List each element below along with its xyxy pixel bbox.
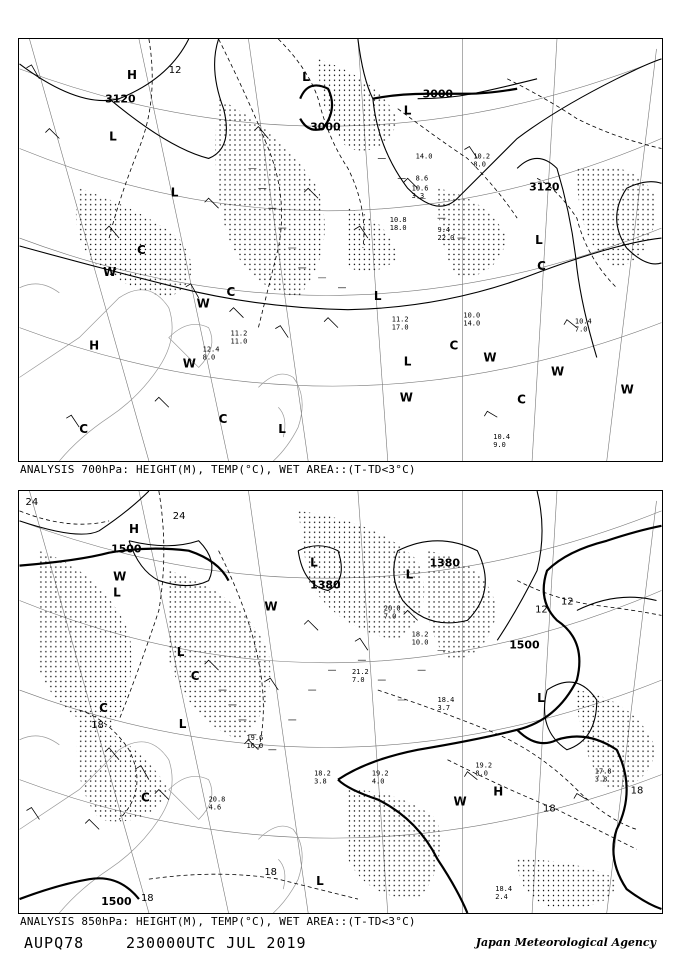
system-marker: L — [170, 185, 179, 200]
station-value: 14.0 — [463, 319, 481, 328]
system-marker: C — [190, 669, 200, 684]
contour-label: 3000 — [310, 120, 341, 134]
caption-700hpa: ANALYSIS 700hPa: HEIGHT(M), TEMP(°C), WET AREA::(T-TD<3°C) — [20, 463, 416, 476]
isotherm-label: 12 — [535, 604, 548, 616]
system-marker: L — [405, 567, 414, 582]
system-marker: C — [449, 338, 459, 353]
station-value: 17.0 — [391, 323, 409, 332]
system-marker: C — [99, 700, 108, 715]
system-marker: L — [373, 288, 382, 303]
station-value: 10.4 — [493, 433, 511, 442]
chart-code: AUPQ78 — [24, 934, 85, 952]
station-value: 7.0 — [383, 612, 397, 621]
contour-label: 1500 — [101, 895, 132, 909]
system-marker: W — [113, 569, 127, 584]
system-marker: L — [113, 585, 121, 600]
isotherm-label: 12 — [168, 64, 182, 76]
contour-label: 3120 — [529, 180, 560, 194]
isotherm-label: 24 — [25, 496, 39, 508]
system-marker: C — [517, 392, 526, 407]
station-value: 3.3 — [411, 192, 425, 201]
station-value: 21.2 — [351, 668, 369, 677]
system-marker: W — [620, 382, 634, 397]
system-marker: L — [310, 555, 318, 570]
station-value: 20.8 — [208, 795, 226, 804]
system-marker: C — [140, 790, 150, 805]
system-marker: W — [551, 364, 565, 379]
system-marker: L — [178, 716, 187, 731]
station-value: 8.0 — [473, 160, 486, 169]
system-marker: H — [493, 784, 504, 799]
map-850hpa — [18, 490, 663, 914]
isotherm-label: 18 — [543, 803, 556, 815]
station-value: 7.0 — [574, 325, 588, 334]
station-value: 18.0 — [389, 224, 407, 233]
system-marker: H — [129, 521, 140, 536]
wet-areas — [76, 59, 657, 298]
isotherm-label: 18 — [140, 893, 154, 905]
agency-name: Japan Meteorological Agency — [475, 936, 656, 949]
system-marker: W — [103, 264, 117, 279]
station-value: 12.4 — [202, 345, 220, 354]
contour-label: 1500 — [111, 542, 142, 556]
contour-label: 1380 — [310, 578, 341, 592]
station-value: 20.0 — [383, 604, 401, 613]
system-marker: H — [127, 67, 138, 82]
station-value: 10.0 — [463, 311, 481, 320]
system-marker: L — [316, 874, 324, 889]
map-700hpa-canvas — [19, 39, 662, 461]
map-700hpa — [18, 38, 663, 462]
isotherm-label: 18 — [91, 719, 104, 731]
contour-label: 3120 — [105, 92, 136, 106]
station-value: 10.6 — [411, 184, 429, 193]
system-marker: W — [453, 794, 467, 809]
station-value: 4.0 — [371, 777, 385, 786]
station-value: 19.6 — [246, 733, 264, 742]
system-marker: L — [535, 233, 543, 248]
system-marker: L — [537, 691, 545, 705]
isotherm-label: 24 — [172, 510, 186, 522]
contour-label: 3000 — [422, 87, 454, 101]
system-marker: L — [278, 422, 286, 437]
station-value: 9.4 — [437, 226, 451, 235]
station-value: 10.4 — [574, 317, 592, 326]
system-marker: L — [403, 103, 412, 118]
isotherm-label: 18 — [264, 867, 278, 879]
system-marker: W — [182, 356, 196, 371]
coastlines — [20, 733, 303, 913]
station-value: 19.2 — [371, 769, 389, 778]
station-value: 3.8 — [594, 775, 608, 784]
contour-label: 1380 — [429, 556, 461, 570]
station-value: 8.0 — [202, 353, 216, 362]
valid-time: 230000UTC JUL 2019 — [126, 934, 307, 952]
map-850hpa-canvas — [19, 491, 662, 913]
wet-areas — [39, 511, 656, 909]
coastlines — [20, 284, 303, 461]
station-value: 22.0 — [437, 234, 455, 243]
station-value: 14.0 — [415, 152, 433, 161]
station-value: 7.0 — [351, 676, 365, 685]
station-value: 4.6 — [208, 803, 222, 812]
station-value: 18.2 — [314, 769, 331, 778]
isotherm-label: 12 — [560, 596, 574, 608]
station-value: 19.2 — [475, 761, 493, 770]
station-value: 10.0 — [411, 638, 429, 647]
system-marker: L — [302, 69, 310, 84]
system-marker: L — [176, 645, 185, 660]
station-value: 10.8 — [389, 216, 407, 225]
contour-label: 1500 — [509, 638, 540, 652]
station-value: 8.0 — [475, 769, 488, 778]
system-marker: C — [136, 242, 146, 257]
isotherm-label: 18 — [630, 785, 644, 797]
station-value: 3.7 — [437, 703, 451, 712]
station-value: 11.2 — [230, 329, 248, 338]
system-marker: C — [218, 412, 228, 427]
system-marker: C — [226, 284, 236, 299]
isotherm-labels-700 — [169, 65, 182, 76]
system-marker: L — [403, 354, 412, 369]
station-value: 18.4 — [437, 696, 455, 704]
station-value: 10.2 — [473, 152, 491, 161]
station-value: 17.8 — [594, 767, 612, 776]
station-value: 8.6 — [415, 174, 429, 183]
station-value: 3.8 — [314, 777, 327, 786]
system-marker: H — [89, 338, 100, 353]
station-value: 16.0 — [246, 741, 264, 750]
system-marker: W — [483, 350, 497, 365]
system-marker: C — [537, 258, 546, 273]
station-value: 18.2 — [411, 630, 429, 639]
system-marker: W — [264, 599, 278, 614]
station-value: 11.0 — [230, 337, 248, 346]
system-marker: L — [109, 129, 117, 144]
system-marker: W — [196, 296, 210, 311]
station-value: 18.4 — [495, 885, 513, 894]
station-value: 11.2 — [391, 315, 409, 324]
system-marker: W — [399, 390, 413, 405]
station-value: 2.4 — [495, 893, 508, 902]
station-value: 9.0 — [493, 441, 506, 450]
system-marker: C — [79, 422, 89, 437]
caption-850hpa: ANALYSIS 850hPa: HEIGHT(M), TEMP(°C), WET AREA::(T-TD<3°C) — [20, 915, 416, 928]
